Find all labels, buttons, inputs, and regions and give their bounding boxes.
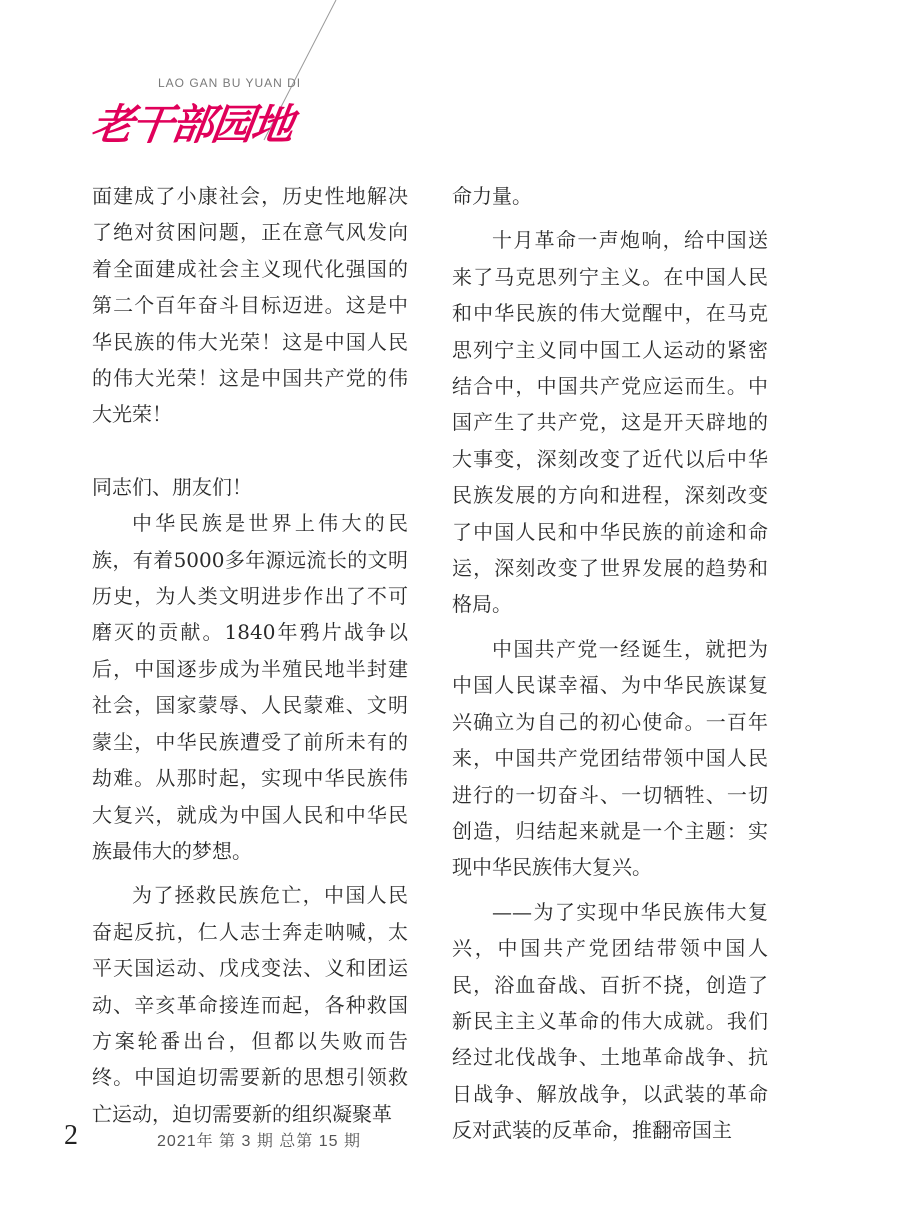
- paragraph-gap: [452, 623, 768, 631]
- magazine-logo: 老干部园地: [88, 100, 296, 149]
- page-number: 2: [64, 1120, 78, 1151]
- paragraph: 中国共产党一经诞生，就把为中国人民谋幸福、为中华民族谋复兴确立为自己的初心使命。一百年来，中国共产党团结带领中国人民进行的一切奋斗、一切牺牲、一切创造，归结起来就是一个主题：实现中华民族伟大复兴。: [452, 636, 768, 880]
- paragraph: 中华民族是世界上伟大的民族，有着5000多年源远流长的文明历史，为人类文明进步作出了不可磨灭的贡献。1840年鸦片战争以后，中国逐步成为半殖民地半封建社会，国家蒙辱、人民蒙难、文明蒙尘，中华民族遭受了前所未有的劫难。从那时起，实现中华民族伟大复兴，就成为中国人民和中华民族最伟大的梦想。: [92, 511, 408, 863]
- paragraph: 为了拯救民族危亡，中国人民奋起反抗，仁人志士奔走呐喊，太平天国运动、戊戌变法、义和团运动、辛亥革命接连而起，各种救国方案轮番出台，但都以失败而告终。中国迫切需要新的思想引领救亡运动，迫切需要新的组织凝聚革: [92, 883, 408, 1126]
- page-header: [0, 0, 900, 160]
- paragraph-gap: [92, 869, 408, 877]
- paragraph-gap: [92, 433, 408, 469]
- paragraph: 面建成了小康社会，历史性地解决了绝对贫困问题，正在意气风发向着全面建成社会主义现代化强国的第二个百年奋斗目标迈进。这是中华民族的伟大光荣！这是中国人民的伟大光荣！这是中国共产党的伟大光荣！: [92, 184, 408, 427]
- paragraph: 十月革命一声炮响，给中国送来了马克思列宁主义。在中国人民和中华民族的伟大觉醒中，在马克思列宁主义同中国工人运动的紧密结合中，中国共产党应运而生。中国产生了共产党，这是开天辟地的大事变，深刻改变了近代以后中华民族发展的方向和进程，深刻改变了中国人民和中华民族的前途和命运，深刻改变了世界发展的趋势和格局。: [452, 228, 768, 617]
- paragraph: 命力量。: [452, 184, 532, 208]
- paragraph: ——为了实现中华民族伟大复兴，中国共产党团结带领中国人民，浴血奋战、百折不挠，创造了新民主主义革命的伟大成就。我们经过北伐战争、土地革命战争、抗日战争、解放战争，以武装的革命反对武装的反革命，推翻帝国主: [452, 899, 768, 1143]
- paragraph-gap: [452, 214, 768, 222]
- issue-info: 2021年 第 3 期 总第 15 期: [157, 1133, 361, 1150]
- paragraph-gap: [452, 886, 768, 894]
- magazine-subtitle: LAO GAN BU YUAN DI: [158, 76, 302, 90]
- left-column: [92, 178, 408, 1132]
- salutation: 同志们、朋友们！: [92, 474, 252, 499]
- right-column: [452, 178, 768, 1149]
